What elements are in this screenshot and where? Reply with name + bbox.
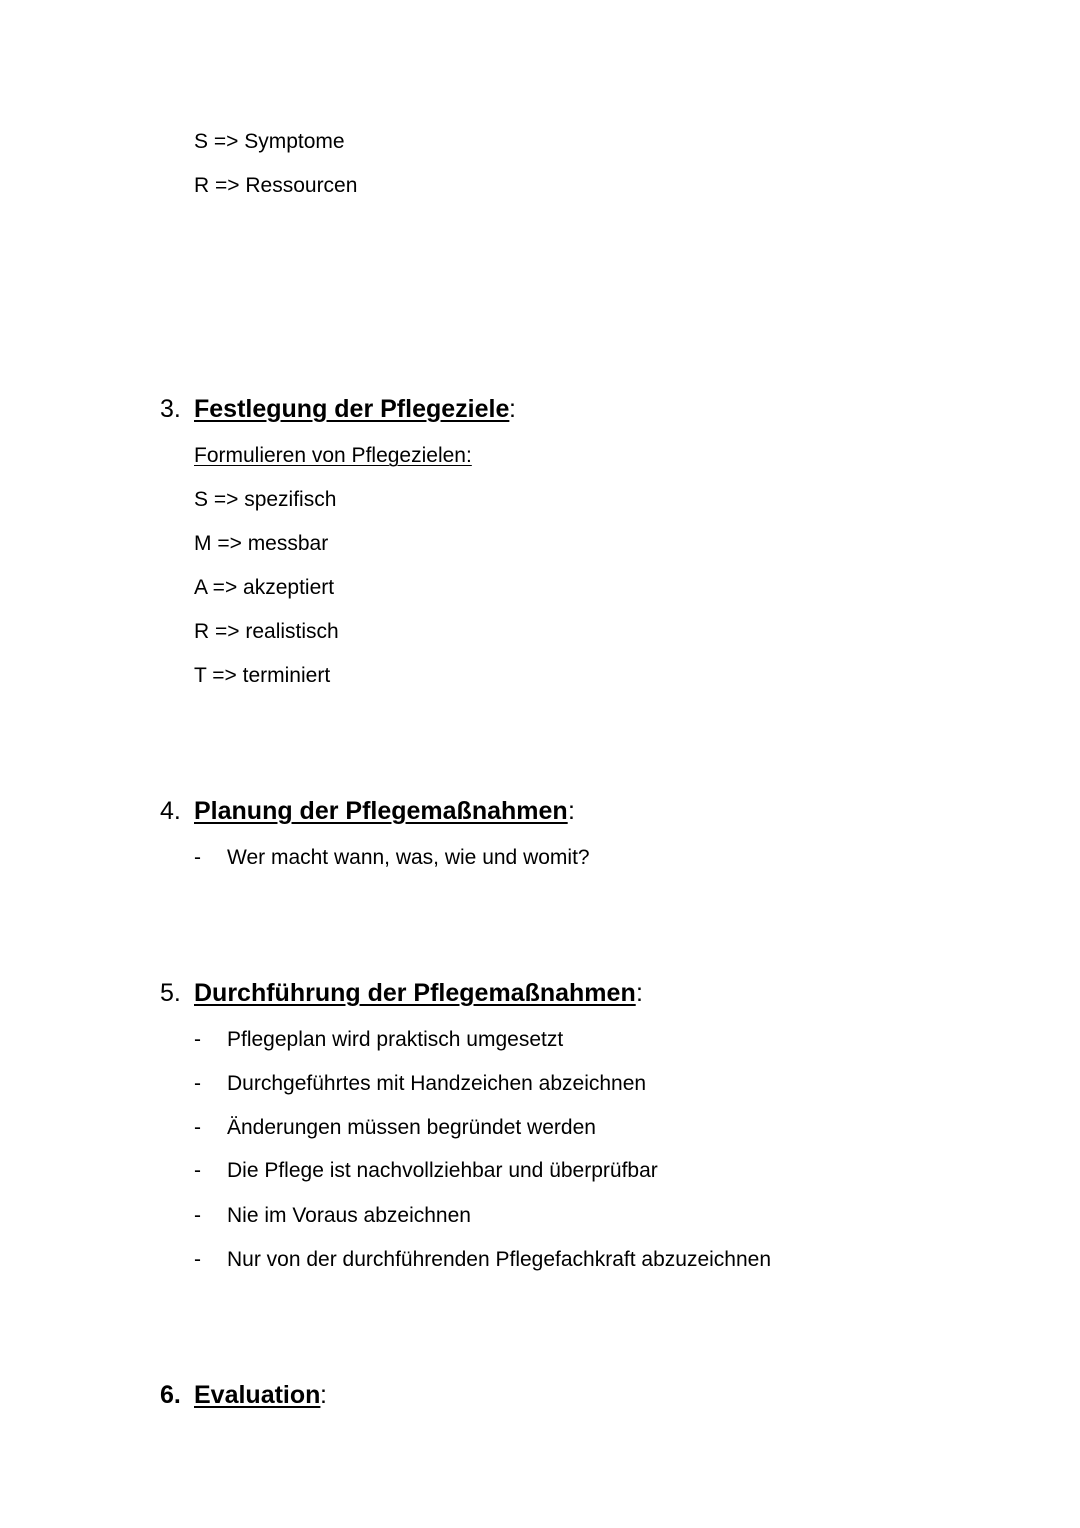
- bullet-dash: -: [194, 1072, 201, 1095]
- section-3-colon: :: [509, 395, 516, 423]
- bullet-dash: -: [194, 1028, 201, 1051]
- section-5-colon: :: [636, 979, 643, 1007]
- section-5-bullet-text: Nur von der durchführenden Pflegefachkraft abzuzeichnen: [227, 1248, 772, 1271]
- section-3-subheading: Formulieren von Pflegezielen:: [194, 444, 472, 467]
- section-5-bullet-text: Pflegeplan wird praktisch umgesetzt: [227, 1028, 564, 1051]
- section-6-number: 6.: [160, 1381, 181, 1409]
- section-5-bullet-text: Durchgeführtes mit Handzeichen abzeichnen: [227, 1072, 647, 1095]
- smart-item-r: R => realistisch: [194, 620, 339, 643]
- intro-item-ressourcen: R => Ressourcen: [194, 174, 358, 197]
- section-5-bullet-text: Änderungen müssen begründet werden: [227, 1116, 596, 1139]
- section-3-title: Festlegung der Pflegeziele: [194, 395, 510, 423]
- smart-item-s: S => spezifisch: [194, 488, 337, 511]
- bullet-dash: -: [194, 846, 201, 869]
- section-3-number: 3.: [160, 395, 181, 423]
- section-4-bullet-text: Wer macht wann, was, wie und womit?: [227, 846, 590, 869]
- section-6-colon: :: [320, 1381, 327, 1409]
- section-5-number: 5.: [160, 979, 181, 1007]
- smart-item-t: T => terminiert: [194, 664, 331, 687]
- bullet-dash: -: [194, 1248, 201, 1271]
- section-4-title: Planung der Pflegemaßnahmen: [194, 797, 568, 825]
- smart-item-a: A => akzeptiert: [194, 576, 335, 599]
- section-5-title: Durchführung der Pflegemaßnahmen: [194, 979, 636, 1007]
- intro-item-symptome: S => Symptome: [194, 130, 345, 153]
- bullet-dash: -: [194, 1204, 201, 1227]
- bullet-dash: -: [194, 1159, 201, 1182]
- section-4-number: 4.: [160, 797, 181, 825]
- section-6-title: Evaluation: [194, 1381, 321, 1409]
- smart-item-m: M => messbar: [194, 532, 329, 555]
- section-5-bullet-text: Die Pflege ist nachvollziehbar und überprüfbar: [227, 1159, 658, 1182]
- bullet-dash: -: [194, 1116, 201, 1139]
- section-4-colon: :: [568, 797, 575, 825]
- section-5-bullet-text: Nie im Voraus abzeichnen: [227, 1204, 471, 1227]
